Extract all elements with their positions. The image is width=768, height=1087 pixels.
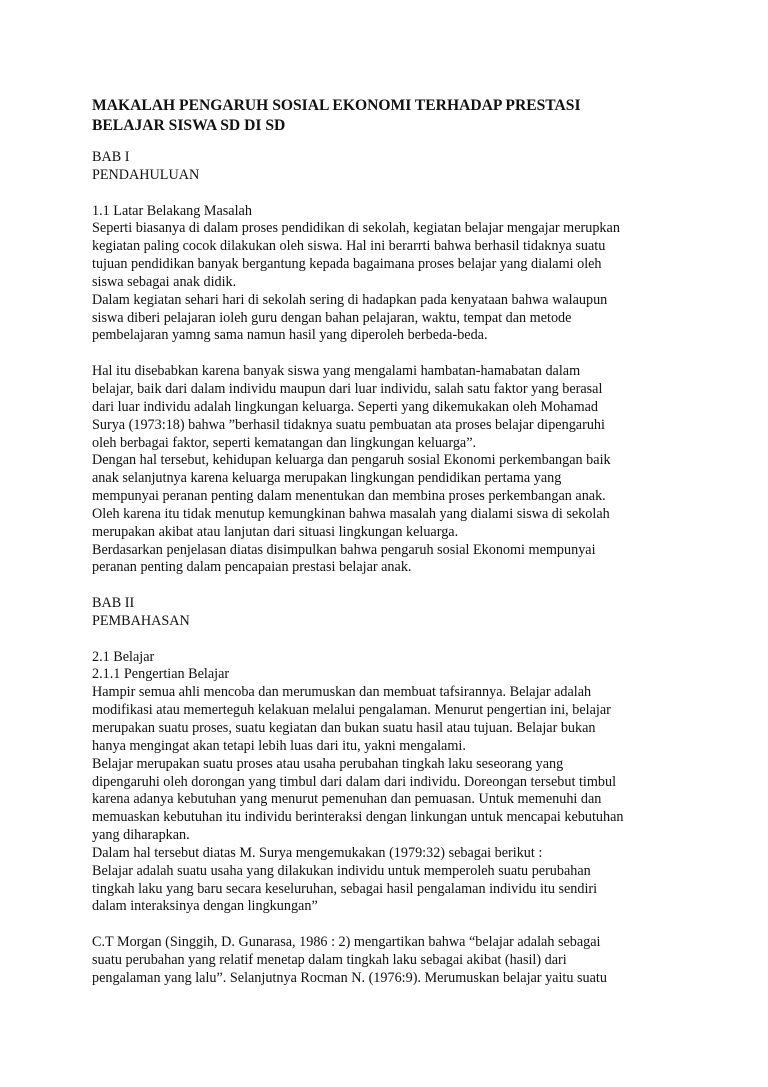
paragraph-line: Surya (1973:18) bahwa ”berhasil tidaknya suatu pembuatan ata proses belajar dipengaruhi [92,416,605,433]
section-2-1 [92,649,692,917]
section-2-1-1-heading: 2.1.1 Pengertian Belajar [92,666,230,683]
paragraph-line: mempunyai peranan penting dalam menentukan dan membina proses perkembangan anak. [92,488,606,505]
document-title [92,96,692,136]
title-line-1: MAKALAH PENGARUH SOSIAL EKONOMI TERHADAP PRESTASI [92,97,581,114]
paragraph-line: merupakan suatu proses, suatu kegiatan dan bukan suatu hasil atau tujuan. Belajar bukan [92,720,596,736]
paragraph-line: pengalaman yang lalu”. Selanjutnya Rocman N. (1976:9). Merumuskan belajar yaitu suatu [92,969,607,986]
paragraph-line: dipengaruhi oleh dorongan yang timbul dari dalam dari individu. Doreongan tersebut timbul [92,773,617,790]
paragraph-line: Seperti biasanya di dalam proses pendidikan di sekolah, kegiatan belajar mengajar merupkan [92,220,620,237]
paragraph-line: kegiatan paling cocok dilakukan oleh siswa. Hal ini berarrti bahwa berhasil tidaknya suatu [92,238,606,255]
paragraph-line: pembelajaran yamng sama namun hasil yang diperoleh berbeda-beda. [92,327,488,344]
paragraph-line: suatu perubahan yang relatif menetap dalam tingkah laku sebagai akibat (hasil) dari [92,951,567,968]
paragraph-line: modifikasi atau memerteguh kelakuan melalui pengalaman. Menurut pengertian ini, belajar [92,702,611,719]
section-1-1-continued [92,363,692,577]
paragraph-line: anak selanjutnya karena keluarga merupakan lingkungan pendidikan pertama yang [92,470,562,487]
paragraph-line: karena adanya kebutuhan yang menurut pemenuhan dan pemuasan. Untuk memenuhi dan [92,791,602,808]
paragraph-line: yang diharapkan. [92,827,190,844]
paragraph-line: Dengan hal tersebut, kehidupan keluarga dan pengaruh sosial Ekonomi perkembangan baik [92,452,611,469]
bab1-name: PENDAHULUAN [92,166,200,183]
paragraph-line: dalam interaksinya dengan lingkungan” [92,898,318,915]
paragraph-line: dari luar individu adalah lingkungan keluarga. Seperti yang dikemukakan oleh Mohamad [92,398,599,415]
paragraph-line: hanya mengingat akan tetapi lebih luas dari itu, yakni mengalami. [92,737,466,754]
paragraph-line: Belajar merupakan suatu proses atau usaha perubahan tingkah laku seseorang yang [92,755,564,772]
paragraph-line: peranan penting dalam pencapaian prestasi belajar anak. [92,559,412,576]
paragraph-line: merupakan akibat atau lanjutan dari situasi lingkungan keluarga. [92,523,459,540]
paragraph-line: oleh berbagai faktor, seperti kematangan dan lingkungan keluarga”. [92,434,477,451]
paragraph-line: siswa sebagai anak didik. [92,273,237,290]
bab2-label: BAB II [92,595,135,612]
bab1-heading [92,149,692,185]
bab2-heading [92,595,692,631]
title-line-2: BELAJAR SISWA SD DI SD [92,117,286,134]
section-1-1-heading: 1.1 Latar Belakang Masalah [92,202,252,219]
paragraph-line: belajar, baik dari dalam individu maupun dari luar individu, salah satu faktor yang berasal [92,380,603,397]
paragraph-line: C.T Morgan (Singgih, D. Gunarasa, 1986 : 2) mengartikan bahwa “belajar adalah sebagai [92,934,601,951]
paragraph-line: Belajar adalah suatu usaha yang dilakukan individu untuk memperoleh suatu perubahan [92,862,591,879]
paragraph-line: memuaskan kebutuhan itu individu berinteraksi dengan linkungan untuk mencapai kebutuhan [92,809,624,826]
document-page [92,96,692,988]
paragraph-line: tujuan pendidikan banyak bergantung kepada bagaimana proses belajar yang dialami oleh [92,256,602,273]
paragraph-line: Hampir semua ahli mencoba dan merumuskan dan membuat tafsirannya. Belajar adalah [92,684,592,701]
paragraph-line: Dalam hal tersebut diatas M. Surya mengemukakan (1979:32) sebagai berikut : [92,844,543,861]
section-2-1-heading: 2.1 Belajar [92,648,155,665]
section-2-1-continued [92,934,692,988]
paragraph-line: Dalam kegiatan sehari hari di sekolah sering di hadapkan pada kenyataan bahwa walaupun [92,291,608,308]
bab2-name: PEMBAHASAN [92,612,190,629]
paragraph-line: Berdasarkan penjelasan diatas disimpulkan bahwa pengaruh sosial Ekonomi mempunyai [92,541,596,558]
paragraph-line: Hal itu disebabkan karena banyak siswa yang mengalami hambatan-hamabatan dalam [92,363,581,380]
paragraph-line: siswa diberi pelajaran ioleh guru dengan bahan pelajaran, waktu, tempat dan metode [92,309,572,326]
section-1-1 [92,203,692,346]
paragraph-line: Oleh karena itu tidak menutup kemungkinan bahwa masalah yang dialami siswa di sekolah [92,505,610,522]
paragraph-line: tingkah laku yang baru secara keseluruhan, sebagai hasil pengalaman individu itu sendiri [92,880,598,897]
bab1-label: BAB I [92,149,130,165]
